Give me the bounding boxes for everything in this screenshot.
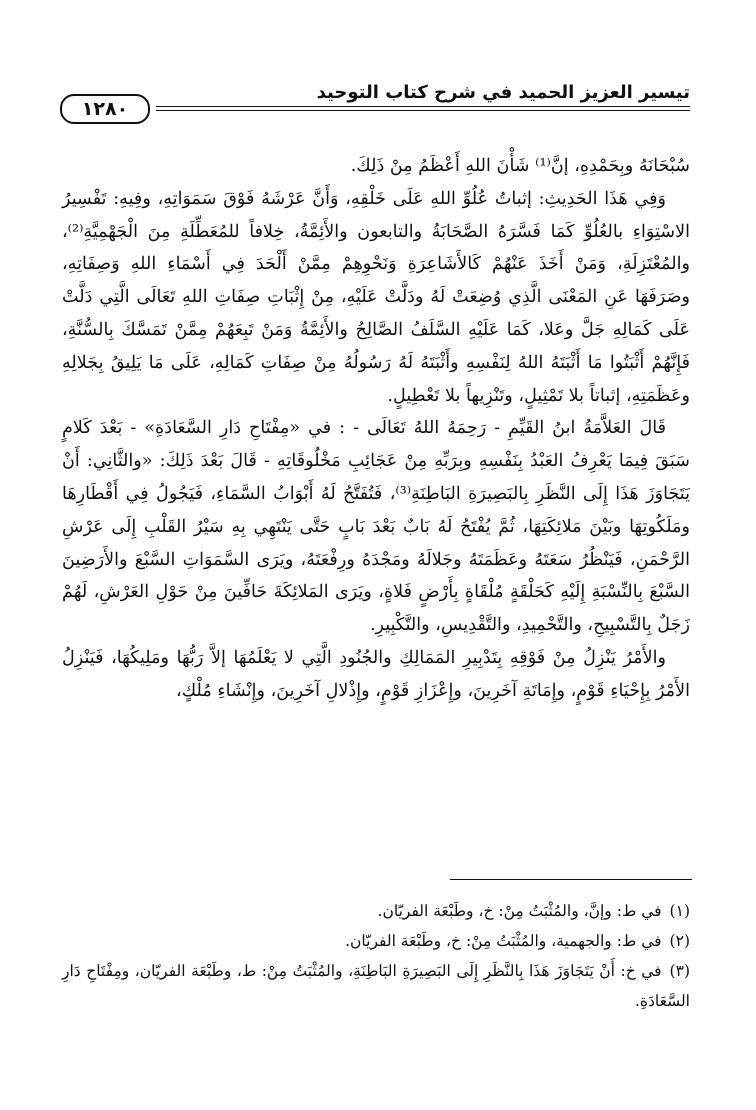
paragraph: وَفِي هَذَا الحَدِيثِ: إثباتُ عُلُوِّ اللهِ عَلَى خَلْقِهِ، وَأَنَّ عَرْشَهُ فَوْقَ سَمَوَاتِهِ، وفِيهِ: تَفْسِيرُ الاسْتِوَاءِ بالعُلُوِّ كَمَا فَسَّرَهُ الصَّحَابَةُ والتابعون والأَئِمَّةُ، خِلافاً للمُعَطِّلَةِ مِنَ الْجَهْمِيَّةِ⁽²⁾، والمُعْتَزِلَةِ، وَمَنْ أَخَذَ عَنْهُمْ كَالأَشَاعِرَةِ وَنَحْوِهِمْ مِمَّنْ أَلْحَدَ فِي أَسْمَاءِ اللهِ وَصِفَاتِهِ، وصَرَفَهَا عَنِ المَعْنَى الَّذِي وُضِعَتْ لَهُ ودَلَّتْ عَلَيْهِ، مِنْ إِثْبَاتِ صِفَاتِ اللهِ تَعَالَى الَّتِي دَلَّتْ عَلَى كَمَالِهِ جَلَّ وعَلا، كَمَا عَلَيْهِ السَّلَفُ الصَّالِحُ والأَئِمَّةُ وَمَنْ تَبِعَهُمْ مِمَّنْ تَمَسَّكَ بِالسُّنَّةِ، فَإِنَّهُمْ أَثْبَتُوا مَا أَثْبَتَهُ اللهُ لِنَفْسِهِ وأَثْبَتَهُ لَهُ رَسُولُهُ مِنْ صِفَاتِ كَمَالِهِ، عَلَى مَا يَلِيقُ بِجَلالِهِ وعَظَمَتِهِ، إثباتاً بلا تَمْثِيلٍ، وتَنْزِيهاً بلا تَعْطِيلٍ.: [62, 188, 690, 406]
footnote-text: في خ: أَنْ يَتَجَاوَزَ هَذَا بِالنَّظَرِ إِلَى البَصِيرَةِ البَاطِنَةِ، والمُثْبَتُ مِنْ: ط، وطَبْعَة الفريّان، ومِفْتَاحِ دَارِ السَّعَادَةِ.: [62, 962, 690, 1010]
book-title: تيسير العزيز الحميد في شرح كتاب التوحيد: [316, 82, 690, 103]
paragraph: قَالَ العَلاَّمَةُ ابنُ القَيِّمِ - رَحِمَهُ اللهُ تَعَالَى - : في «مِفْتَاحِ دَارِ السَّعَادَةِ» - بَعْدَ كَلامٍ سَبَقَ فِيمَا يَعْرِفُ العَبْدُ بِنَفْسِهِ وبِرَبِّهِ مِنْ عَجَائِبِ مَخْلُوقَاتِهِ - قَالَ بَعْدَ ذَلِكَ: «والثَّانِي: أَنْ يَتَجَاوَزَ هَذَا إِلَى النَّظَرِ بِالبَصِيرَةِ البَاطِنَةِ⁽³⁾، فَتُفَتَّحُ لَهُ أَبْوَابُ السَّمَاءِ، فَيَجُولُ فِي أَقْطَارِهَا ومَلَكُوتِهَا وبَيْنَ مَلائِكَتِهَا، ثُمَّ يُفْتَحُ لَهُ بَابٌ بَعْدَ بَابٍ حَتَّى يَنْتَهِي بِهِ سَيْرُ القَلْبِ إِلَى عَرْشِ الرَّحْمَنِ، فَيَنْظُرُ سَعَتَهُ وعَظَمَتَهُ وجَلالَهُ ومَجْدَهُ ورِفْعَتَهُ، ويَرَى السَّمَوَاتِ السَّبْعَ والأَرَضِينَ السَّبْعَ بِالنِّسْبَةِ إِلَيْهِ كَحَلْقَةٍ مُلْقَاةٍ بِأَرْضٍ فَلاةٍ، ويَرَى المَلائِكَةَ حَافِّينَ مِنْ حَوْلِ العَرْشِ، لَهُمْ زَجَلٌ بِالتَّسْبِيحِ، والتَّحْمِيدِ، والتَّقْدِيسِ، والتَّكْبِيرِ.: [62, 418, 690, 636]
footnotes: [62, 896, 690, 1016]
paragraph: سُبْحَانَهُ وبِحَمْدِهِ، إنَّ⁽¹⁾ شَأْنَ اللهِ أَعْظَمُ مِنْ ذَلِكَ.: [350, 156, 690, 176]
paragraph: والأَمْرُ يَنْزِلُ مِنْ فَوْقِهِ بِتَدْبِيرِ المَمَالِكِ والجُنُودِ الَّتِي لا يَعْلَمُهَا إلاَّ رَبُّهَا ومَلِيكُهَا، فَيَنْزِلُ الأَمْرُ بِإِحْيَاءِ قَوْمٍ، وإِمَاتَةِ آخَرِينَ، وإِعْزَازِ قَوْمٍ، وإِذْلالِ آخَرِينَ، وإِنْشَاءِ مُلْكٍ،: [62, 647, 690, 701]
footnote-text: في ط: وإنَّ، والمُثْبَتُ مِنْ: خ، وطَبْعَة الفريّان.: [377, 902, 662, 920]
footnote: [62, 956, 690, 1016]
page-number: ١٢٨٠: [60, 94, 150, 124]
footnote: [62, 926, 690, 956]
footnote-separator: [450, 879, 692, 880]
main-text: [62, 150, 690, 708]
footnote-label: (٢): [669, 932, 690, 950]
footnote-label: (٣): [669, 962, 690, 980]
footnote-text: في ط: والجهمية، والمُثْبَتُ مِنْ: خ، وطَبْعَة الفريّان.: [345, 932, 662, 950]
footnote: [62, 896, 690, 926]
footnote-label: (١): [669, 902, 690, 920]
header-rule: [156, 106, 690, 111]
running-header: [60, 78, 690, 118]
